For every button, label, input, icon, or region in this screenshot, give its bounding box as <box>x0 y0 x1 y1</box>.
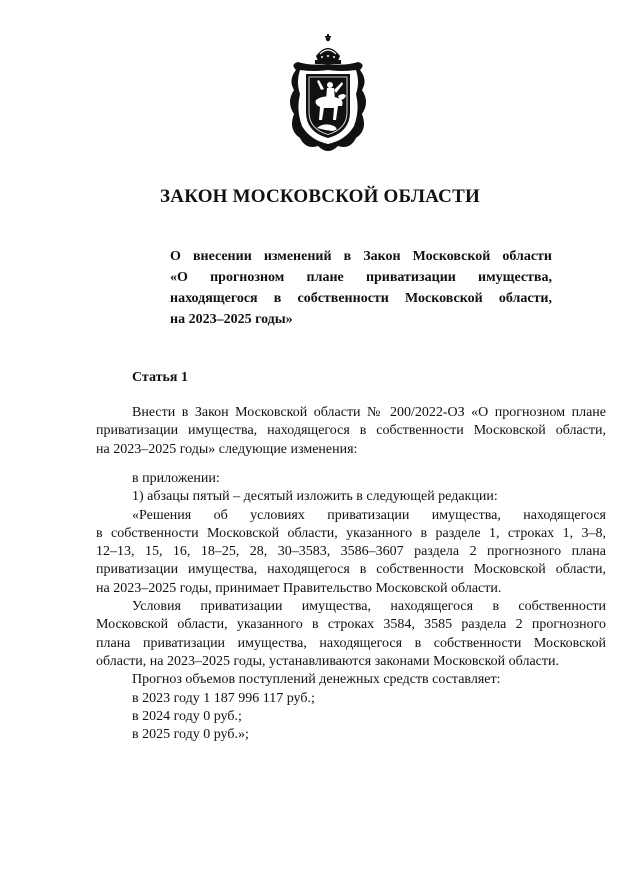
appendix-label: в приложении: <box>132 471 220 486</box>
forecast-item: в 2024 году 0 руб.; <box>132 708 242 724</box>
forecast-label: Прогноз объемов поступлений денежных средств составляет: <box>132 672 501 688</box>
crown-icon <box>315 34 341 64</box>
intro-line: Внести в Закон Московской области № 200/2022-ОЗ «О прогнозном плане <box>132 405 606 420</box>
law-subtitle <box>170 246 552 330</box>
subtitle-line: на 2023–2025 годы» <box>170 312 293 327</box>
quote-para2-line: плана приватизации имущества, находящегося в собственности Московской <box>96 635 606 651</box>
quote-para2-line: Московской области, указанного в строках 3584, 3585 раздела 2 прогнозного <box>96 617 606 633</box>
quote-para2-line: области, на 2023–2025 годы, устанавливаются законами Московской области. <box>96 653 559 669</box>
article-heading: Статья 1 <box>132 370 188 385</box>
subtitle-line: «О прогнозном плане приватизации имущества, <box>170 270 552 285</box>
coat-of-arms-icon <box>280 30 376 158</box>
item-1: 1) абзацы пятый – десятый изложить в следующей редакции: <box>132 489 498 505</box>
subtitle-line: О внесении изменений в Закон Московской области <box>170 249 552 264</box>
law-title: ЗАКОН МОСКОВСКОЙ ОБЛАСТИ <box>160 186 480 207</box>
intro-line: приватизации имущества, находящегося в собственности Московской области, <box>96 423 606 439</box>
intro-paragraph <box>96 404 606 459</box>
forecast-item: в 2023 году 1 187 996 117 руб.; <box>132 690 315 706</box>
quote-para1-line: 12–13, 15, 16, 18–25, 28, 30–3583, 3586–3607 раздела 2 прогнозного плана <box>96 544 606 560</box>
intro-line: на 2023–2025 годы» следующие изменения: <box>96 441 358 457</box>
quote-para2-line: Условия приватизации имущества, находящегося в собственности <box>132 599 606 615</box>
quote-para1-line: в собственности Московской области, указанного в разделе 1, строках 1, 3–8, <box>96 525 606 541</box>
quote-para1-line: на 2023–2025 годы, принимает Правительство Московской области. <box>96 580 502 596</box>
amendments-block <box>96 470 606 744</box>
quote-para1-line: приватизации имущества, находящегося в собственности Московской области, <box>96 562 606 578</box>
subtitle-line: находящегося в собственности Московской области, <box>170 291 552 306</box>
quote-para1-line: «Решения об условиях приватизации имущества, находящегося <box>132 507 606 523</box>
forecast-item: в 2025 году 0 руб.»; <box>132 727 249 743</box>
